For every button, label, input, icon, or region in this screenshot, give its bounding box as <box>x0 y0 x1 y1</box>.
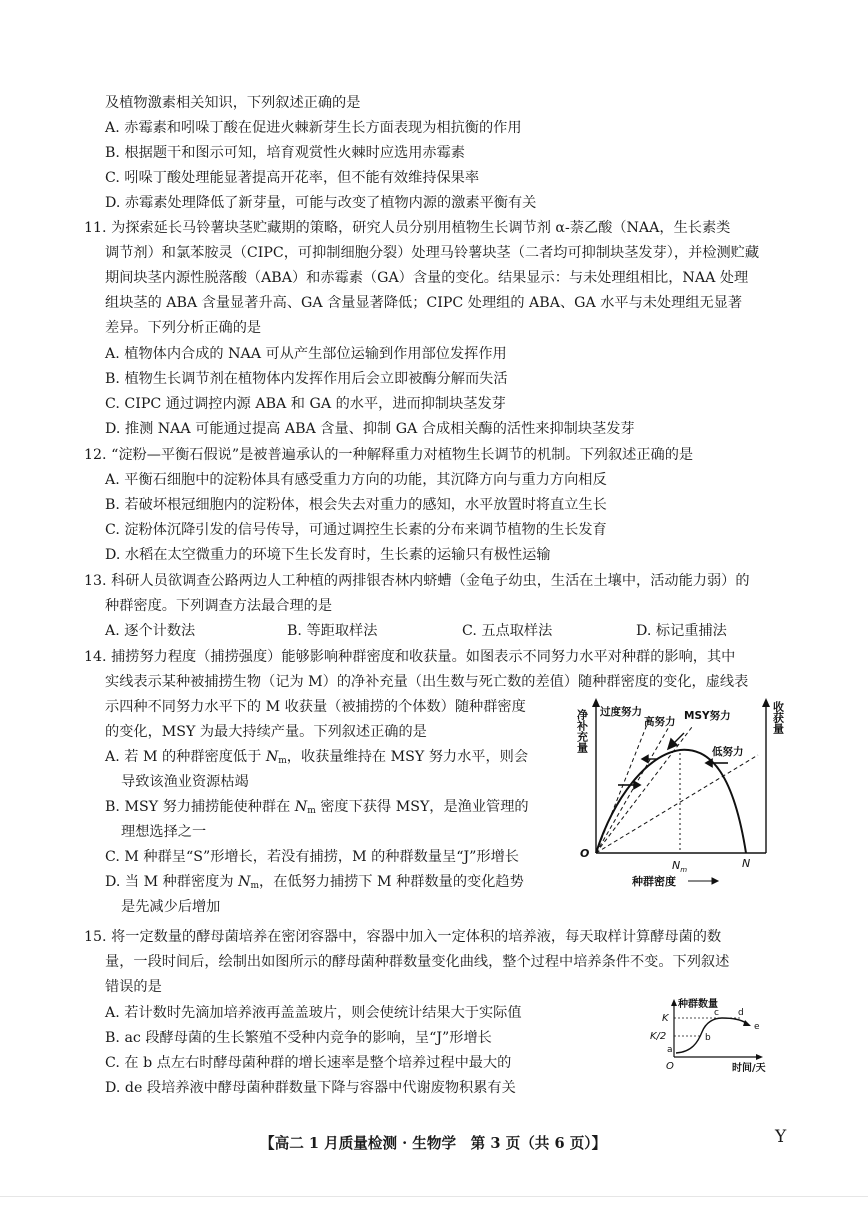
question-11-option-c: C. CIPC 通过调控内源 ABA 和 GA 的水平，进而抑制块茎发芽 <box>105 396 506 412</box>
page-bottom-edge <box>0 1196 868 1197</box>
question-14-option-d-cont: 是先减少后增加 <box>121 899 221 915</box>
question-10-option-a: A. 赤霉素和吲哚丁酸在促进火棘新芽生长方面表现为相抗衡的作用 <box>105 120 522 136</box>
left-axis-arrow <box>592 698 600 707</box>
question-13-stem-line: 13. 科研人员欲调查公路两边人工种植的两排银杏林内蛴螬（金龟子幼虫，生活在土壤中，活动能力弱）的 <box>84 573 750 589</box>
question-12-stem: 12. “淀粉—平衡石假说”是被普遍承认的一种解释重力对植物生长调节的机制。下列叙述正确的是 <box>84 447 694 463</box>
question-14-option-a-cont: 导致该渔业资源枯竭 <box>121 774 249 790</box>
question-10-option-c: C. 吲哚丁酸处理能显著提高开花率，但不能有效维持保果率 <box>105 170 480 186</box>
y-left-axis-label: 净补充量 <box>575 709 589 753</box>
origin-label: O <box>666 1061 674 1072</box>
question-11-stem-line: 期间块茎内源性脱落酸（ABA）和赤霉素（GA）含量的变化。结果显示：与未处理组相比，NAA 处理 <box>105 270 749 286</box>
question-10-option-b: B. 根据题干和图示可知，培育观赏性火棘时应选用赤霉素 <box>105 145 465 161</box>
question-10-option-d: D. 赤霉素处理降低了新芽量，可能与改变了植物内源的激素平衡有关 <box>105 195 537 211</box>
nm-label: $N_m$ <box>672 859 688 874</box>
right-axis-arrow <box>762 698 770 707</box>
msy-effort-label: MSY努力 <box>684 710 731 722</box>
question-11-option-a: A. 植物体内合成的 NAA 可从产生部位运输到作用部位发挥作用 <box>105 346 507 362</box>
k-half-label: K/2 <box>650 1031 667 1042</box>
question-11-stem-line: 组块茎的 ABA 含量显著升高、GA 含量显著降低；CIPC 处理组的 ABA、GA 水平与未处理组无显著 <box>105 295 743 311</box>
msy-effort-line <box>596 727 692 853</box>
question-14-stem-line: 14. 捕捞努力程度（捕捞强度）能够影响种群密度和收获量。如图表示不同努力水平对种群的影响，其中 <box>84 649 736 665</box>
question-15-figure <box>642 997 772 1079</box>
population-curve-arrow <box>743 1020 751 1026</box>
point-e-label: e <box>754 1022 760 1032</box>
page-footer: 【高二 1 月质量检测 · 生物学 第 3 页（共 6 页）】 <box>260 1135 607 1152</box>
question-14-stem-line: 实线表示某种被捕捞生物（记为 M）的净补充量（出生数与死亡数的差值）随种群密度的变化，虚线表 <box>105 674 749 690</box>
question-13-option-d: D. 标记重捕法 <box>636 623 727 639</box>
x-axis-arrow <box>756 1054 763 1060</box>
x-axis-label: 时间/天 <box>732 1063 766 1074</box>
high-effort-arrow <box>642 756 658 763</box>
question-14-option-c: C. M 种群呈“S”形增长，若没有捕捞，M 的种群数量呈“J”形增长 <box>105 849 519 865</box>
question-12-option-d: D. 水稻在太空微重力的环境下生长发育时，生长素的运输只有极性运输 <box>105 547 551 563</box>
question-11-stem-line: 差异。下列分析正确的是 <box>105 320 262 336</box>
high-effort-label: 高努力 <box>644 716 676 728</box>
y-right-axis-label: 收获量 <box>771 701 785 734</box>
question-14-option-b: B. MSY 努力捕捞能使种群在 $N_m$ 密度下获得 MSY，是渔业管理的 <box>105 799 529 816</box>
question-14-option-b-cont: 理想选择之一 <box>121 824 207 840</box>
question-15-stem-line: 15. 将一定数量的酵母菌培养在密闭容器中，容器中加入一定体积的培养液，每天取样计算酵母菌的数 <box>84 929 722 945</box>
version-mark: Y <box>775 1127 787 1147</box>
question-13-stem-line: 种群密度。下列调查方法最合理的是 <box>105 598 333 614</box>
excessive-effort-label: 过度努力 <box>600 706 642 718</box>
question-12-option-c: C. 淀粉体沉降引发的信号传导，可通过调控生长素的分布来调节植物的生长发育 <box>105 522 607 538</box>
question-11-option-d: D. 推测 NAA 可能通过提高 ABA 含量、抑制 GA 合成相关酶的活性来抑制块茎发芽 <box>105 421 635 437</box>
question-15-option-c: C. 在 b 点左右时酵母菌种群的增长速率是整个培养过程中最大的 <box>105 1055 512 1071</box>
question-13-option-b: B. 等距取样法 <box>287 623 378 639</box>
question-10-stem: 及植物激素相关知识，下列叙述正确的是 <box>105 95 361 111</box>
high-effort-line <box>596 725 670 853</box>
point-c-label: c <box>714 1008 719 1018</box>
net-recruitment-curve <box>596 750 746 853</box>
question-12-option-a: A. 平衡石细胞中的淀粉体具有感受重力方向的功能，其沉降方向与重力方向相反 <box>105 472 607 488</box>
point-b-label: b <box>705 1033 711 1043</box>
question-15-option-b: B. ac 段酵母菌的生长繁殖不受种内竞争的影响，呈“J”形增长 <box>105 1030 492 1046</box>
question-15-stem-line: 量，一段时间后，绘制出如图所示的酵母菌种群数量变化曲线，整个过程中培养条件不变。下列叙述 <box>105 954 730 970</box>
question-12-option-b: B. 若破坏根冠细胞内的淀粉体，根会失去对重力的感知，水平放置时将直立生长 <box>105 497 607 513</box>
origin-label: O <box>580 847 590 860</box>
x-axis-direction-arrow <box>688 878 718 884</box>
question-11-stem-line: 11. 为探索延长马铃薯块茎贮藏期的策略，研究人员分别用植物生长调节剂 α-萘乙酸（NAA，生长素类 <box>84 220 731 236</box>
question-15-stem-line: 错误的是 <box>105 979 162 995</box>
point-a-label: a <box>667 1045 673 1055</box>
question-14-stem-line: 示四种不同努力水平下的 M 收获量（被捕捞的个体数）随种群密度 <box>105 699 526 715</box>
point-d-label: d <box>738 1008 744 1018</box>
question-11-stem-line: 调节剂）和氯苯胺灵（CIPC，可抑制细胞分裂）处理马铃薯块茎（二者均可抑制块茎发芽），并检测贮藏 <box>105 245 760 261</box>
question-15-option-a: A. 若计数时先滴加培养液再盖盖玻片，则会使统计结果大于实际值 <box>105 1005 522 1021</box>
question-13-option-a: A. 逐个计数法 <box>105 623 196 639</box>
low-effort-label: 低努力 <box>712 746 744 758</box>
question-14-stem-line: 的变化，MSY 为最大持续产量。下列叙述正确的是 <box>105 724 427 740</box>
question-11-option-b: B. 植物生长调节剂在植物体内发挥作用后会立即被酶分解而失活 <box>105 371 508 387</box>
population-curve <box>676 1018 746 1053</box>
n-label: N <box>742 857 751 870</box>
y-axis-label: 种群数量 <box>678 999 718 1010</box>
question-14-option-a: A. 若 M 的种群密度低于 $N_m$，收获量维持在 MSY 努力水平，则会 <box>105 749 529 766</box>
y-axis-arrow <box>671 999 677 1006</box>
k-label: K <box>662 1013 669 1024</box>
question-14-figure <box>562 697 802 892</box>
question-13-option-c: C. 五点取样法 <box>462 623 553 639</box>
question-14-option-d: D. 当 M 种群密度为 $N_m$，在低努力捕捞下 M 种群数量的变化趋势 <box>105 874 524 891</box>
x-axis-label: 种群密度 <box>632 875 676 888</box>
low-effort-line <box>596 755 758 853</box>
question-15-option-d: D. de 段培养液中酵母菌种群数量下降与容器中代谢废物积累有关 <box>105 1080 516 1096</box>
